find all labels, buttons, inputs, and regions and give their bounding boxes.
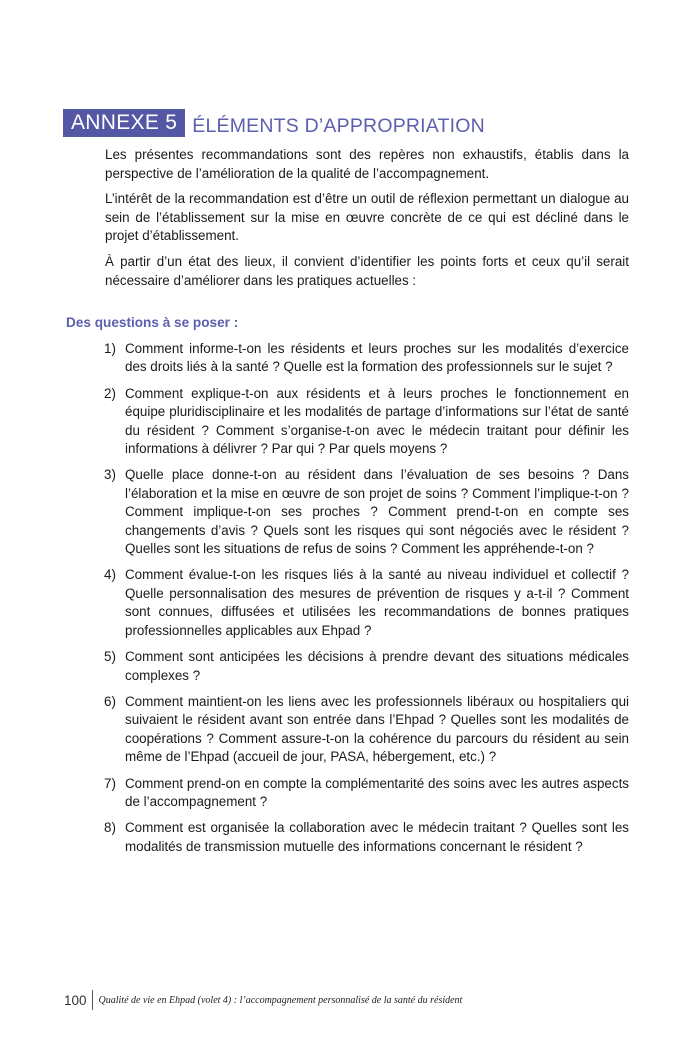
question-item bbox=[104, 566, 629, 640]
question-item bbox=[104, 466, 629, 558]
question-text: Comment explique-t-on aux résidents et à leurs proches le fonctionnement en équipe pluridisciplinaire et les modalités de partage d’informations sur l’état de santé du résident ? Comment s’organise-t-on avec le médecin traitant pour définir les informations à délivrer ? Par qui ? Par quels moyens ? bbox=[125, 385, 629, 457]
annex-heading bbox=[63, 107, 485, 138]
intro-paragraph: Les présentes recommandations sont des repères non exhaustifs, établis dans la perspective de l’amélioration de la qualité de l’accompagnement. bbox=[105, 147, 629, 181]
question-number: 1) bbox=[104, 341, 116, 356]
questions-heading: Des questions à se poser : bbox=[66, 315, 239, 330]
question-item bbox=[104, 385, 629, 459]
question-item bbox=[104, 819, 629, 856]
question-text: Comment est organisée la collaboration avec le médecin traitant ? Quelles sont les modalités de transmission mutuelle des informations concernant le résident ? bbox=[125, 820, 629, 854]
question-text: Comment sont anticipées les décisions à prendre devant des situations médicales complexes ? bbox=[125, 649, 629, 683]
footer-divider bbox=[92, 990, 93, 1010]
page-footer bbox=[64, 990, 462, 1010]
annex-badge: ANNEXE 5 bbox=[63, 109, 185, 137]
question-number: 6) bbox=[104, 693, 116, 709]
question-item bbox=[104, 340, 629, 377]
running-title: Qualité de vie en Ehpad (volet 4) : l’accompagnement personnalisé de la santé du résident bbox=[98, 994, 463, 1006]
question-text: Comment informe-t-on les résidents et leurs proches sur les modalités d’exercice des droits liés à la santé ? Quelle est la formation des professionnels sur le sujet ? bbox=[125, 341, 629, 375]
question-number: 3) bbox=[104, 467, 116, 483]
intro-paragraph: L’intérêt de la recommandation est d’être un outil de réflexion permettant un dialogue au sein de l’établissement sur la mise en œuvre concrète de ce qui est décliné dans le projet d’établissement. bbox=[105, 191, 629, 244]
question-text: Quelle place donne-t-on au résident dans l’évaluation de ses besoins ? Dans l’élaboration et la mise en œuvre de son projet de soins ? Comment l’implique-t-on ? Comment implique-t-on ses proches ? Comment prend-t-on en compte ses changements d’avis ? Quels sont les risques qui sont négociés avec le résident ? Quelles sont les situations de refus de soins ? Comment les appréhende-t-on ? bbox=[125, 467, 629, 557]
question-number: 5) bbox=[104, 649, 116, 665]
question-text: Comment évalue-t-on les risques liés à la santé au niveau individuel et collectif ? Quelle personnalisation des mesures de prévention de risques y a-t-il ? Comment sont connues, diffusées et utilisées les recommandations de bonnes pratiques professionnelles applicables aux Ehpad ? bbox=[125, 567, 629, 638]
question-text: Comment prend-on en compte la complémentarité des soins avec les autres aspects de l’accompagnement ? bbox=[125, 775, 629, 809]
intro-section bbox=[105, 146, 629, 297]
question-item bbox=[104, 775, 629, 812]
question-text: Comment maintient-on les liens avec les professionnels libéraux ou hospitaliers qui suivaient le résident avant son entrée dans l’Ehpad ? Quelles sont les modalités de coopérations ? Comment assure-t-on la cohérence du parcours du résident au sein même de l’Ehpad (accueil de jour, PASA, hébergement, etc.) ? bbox=[125, 693, 629, 765]
question-number: 2) bbox=[104, 385, 116, 401]
question-number: 7) bbox=[104, 775, 116, 791]
question-item bbox=[104, 693, 629, 767]
annex-title: ÉLÉMENTS D’APPROPRIATION bbox=[192, 115, 485, 137]
question-item bbox=[104, 648, 629, 685]
intro-paragraph: À partir d’un état des lieux, il convient d’identifier les points forts et ceux qu’il serait nécessaire d’améliorer dans les pratiques actuelles : bbox=[105, 253, 629, 288]
question-number: 4) bbox=[104, 567, 116, 583]
page-number: 100 bbox=[64, 992, 87, 1008]
questions-list bbox=[104, 340, 629, 864]
question-number: 8) bbox=[104, 820, 116, 836]
